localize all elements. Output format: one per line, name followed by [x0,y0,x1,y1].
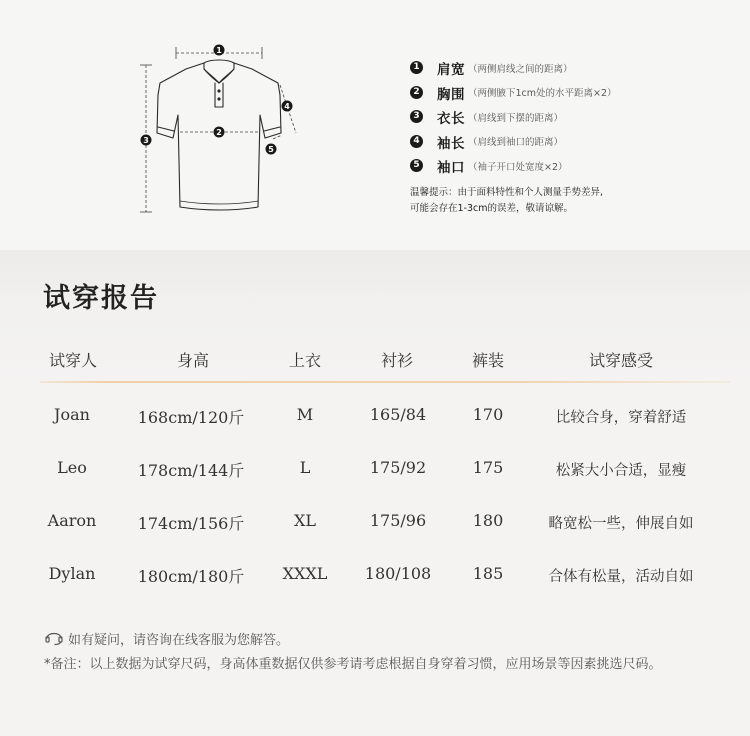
cell-top: M [296,405,314,424]
cell-feeling: 比较合身，穿着舒适 [555,410,687,426]
report-title: 试穿报告 [43,283,159,314]
cell-tester: Dylan [48,564,96,583]
legend-item-length [410,107,740,132]
cell-top: L [299,458,311,477]
legend-description: （两侧腋下1cm处的水平距离×2） [468,88,617,99]
legend-number: 5 [410,159,423,172]
legend-label: 肩宽 [437,62,465,78]
header-feeling: 试穿感受 [588,351,654,370]
cell-height: 168cm/120斤 [137,408,245,427]
disclaimer-note: *备注：以上数据为试穿尺码，身高体重数据仅供参考请考虑根据自身穿着习惯，应用场景等因素挑选尺码。 [44,657,662,672]
marker-3: 3 [143,136,149,145]
legend-label: 胸围 [437,86,465,103]
legend-item-shoulder [410,58,740,83]
cell-tester: Joan [54,405,90,424]
table-row [0,458,750,488]
legend-label: 衣长 [437,111,465,127]
table-row [0,405,750,435]
cell-shirt: 165/84 [369,405,427,424]
table-row [0,511,750,541]
table-row [0,564,750,594]
faq-text: 如有疑问，请咨询在线客服为您解答。 [68,633,290,648]
cell-feeling: 合体有松量，活动自如 [548,569,694,585]
legend-description: （袖子开口处宽度×2） [468,161,568,173]
cell-shirt: 180/108 [364,564,432,583]
legend-description: （肩线到袖口的距离） [468,137,564,148]
cell-height: 178cm/144斤 [137,461,245,480]
cell-pants: 185 [472,564,504,583]
cell-feeling: 略宽松一些，伸展自如 [548,516,694,532]
cell-pants: 180 [472,511,504,530]
headset-icon [44,628,64,646]
cell-height: 174cm/156斤 [137,514,245,533]
cell-height: 180cm/180斤 [137,567,245,586]
cell-top: XL [293,511,317,530]
cell-top: XXXL [282,564,328,583]
legend-description: （两侧肩线之间的距离） [468,63,573,75]
marker-5: 5 [268,145,274,154]
measurement-legend [410,58,740,181]
header-divider [40,381,730,383]
header-top: 上衣 [288,351,322,370]
legend-description: （肩线到下摆的距离） [468,112,564,124]
legend-number: 2 [410,86,423,99]
measurement-tip [410,185,603,216]
tip-line-1: 温馨提示：由于面料特性和个人测量手势差异, [410,187,604,198]
legend-label: 袖口 [437,160,465,176]
header-height: 身高 [176,351,210,370]
cell-pants: 175 [472,458,504,477]
legend-number: 4 [410,135,423,148]
cell-shirt: 175/92 [369,458,427,477]
legend-number: 3 [410,110,423,123]
legend-item-cuff [410,156,740,181]
header-shirt: 衬衫 [380,351,414,370]
cell-tester: Leo [57,458,87,477]
legend-item-sleeve-length [410,132,740,157]
header-tester: 试穿人 [48,351,98,370]
cell-feeling: 松紧大小合适，显瘦 [555,463,687,479]
marker-1: 1 [216,46,222,55]
cell-tester: Aaron [47,511,97,530]
cell-pants: 170 [472,405,504,424]
marker-2: 2 [216,128,222,137]
legend-item-chest [410,83,740,108]
legend-number: 1 [410,61,423,74]
shirt-measurement-diagram [130,35,310,225]
marker-4: 4 [284,102,290,111]
cell-shirt: 175/96 [369,511,427,530]
legend-label: 袖长 [437,135,465,152]
header-pants: 裤装 [471,351,505,370]
tip-line-2: 可能会存在1-3cm的误差，敬请谅解。 [410,202,573,214]
